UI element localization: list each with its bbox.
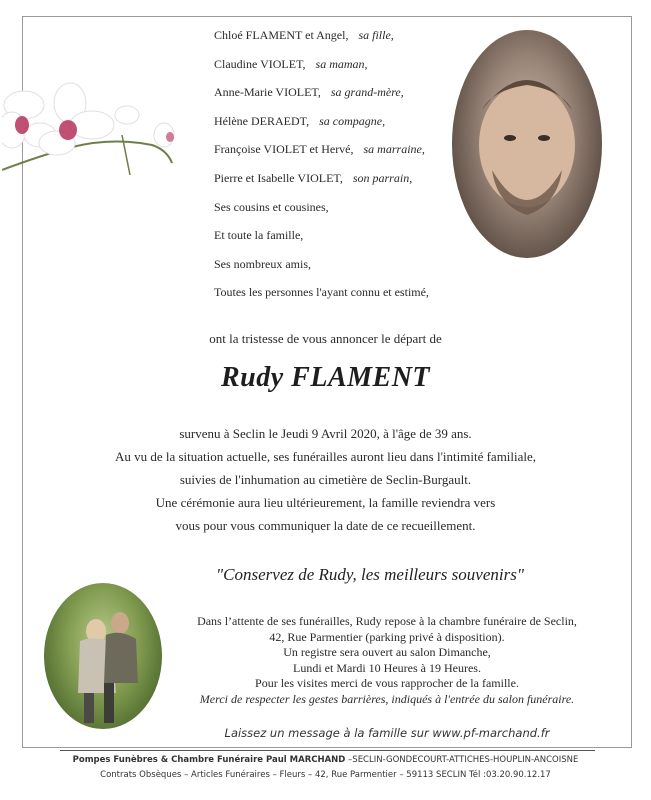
family-row [214,284,429,313]
details-line: Au vu de la situation actuelle, ses funérailles auront lieu dans l'intimité familiale, [114,449,537,464]
family-names: Claudine VIOLET, [214,56,306,71]
family-relation: sa maman, [315,56,368,71]
family-names: Ses nombreux amis, [214,256,311,271]
family-names: Ses cousins et cousines, [214,199,329,214]
family-names: Hélène DERAEDT, [214,113,310,128]
barrier-note: Merci de respecter les gestes barrières, indiqués à l'entrée du salon funéraire. [199,691,575,706]
funeral-line: 42, Rue Parmentier (parking privé à disposition). [269,629,505,644]
family-relation: sa marraine, [363,142,425,157]
family-relation: sa fille, [358,28,394,42]
family-row [214,27,429,56]
family-row [214,56,429,85]
family-row [214,170,429,199]
details-line: Une cérémonie aura lieu ultérieurement, la famille reviendra vers [155,495,496,510]
family-list [214,27,429,313]
family-names: Françoise VIOLET et Hervé, [214,142,354,157]
family-names: Chloé FLAMENT et Angel, [214,28,349,42]
announcement-text: ont la tristesse de vous annoncer le départ de [209,331,442,346]
details-line: survenu à Seclin le Jeudi 9 Avril 2020, à l'âge de 39 ans. [179,426,472,441]
funeral-line: Dans l’attente de ses funérailles, Rudy repose à la chambre funéraire de Seclin, [197,614,577,628]
funeral-line: Un registre sera ouvert au salon Dimanche, [283,645,491,659]
company-towns: –SECLIN-GONDECOURT-ATTICHES-HOUPLIN-ANCOISNE [345,755,579,765]
memorial-quote: "Conservez de Rudy, les meilleurs souvenirs" [216,565,524,584]
funeral-info [172,614,602,707]
family-relation: sa compagne, [319,113,386,128]
death-details [0,425,651,540]
family-row [214,256,429,285]
family-names: Pierre et Isabelle VIOLET, [214,170,343,185]
family-names: Et toute la famille, [214,228,304,243]
company-name: Pompes Funèbres & Chambre Funéraire Paul MARCHAND [72,755,346,765]
footer-divider [60,750,595,751]
family-row [214,227,429,256]
footer-services-line: Contrats Obsèques – Articles Funéraires – Fleurs – 42, Rue Parmentier – 59113 SECLIN Tél :03.20.90.12.17 [100,770,551,780]
deceased-portrait-photo [452,30,602,258]
family-row [214,84,429,113]
details-line: suivies de l'inhumation au cimetière de Seclin-Burgault. [179,472,472,487]
family-relation: son parrain, [352,170,413,185]
funeral-line: Pour les visites merci de vous rapprocher de la famille. [255,676,519,690]
family-row [214,113,429,142]
family-row [214,199,429,228]
details-line: vous pour vous communiquer la date de ce recueillement. [175,518,476,533]
family-relation: sa grand-mère, [330,85,404,100]
family-photo [44,583,162,729]
website-message[interactable]: Laissez un message à la famille sur www.pf-marchand.fr [224,726,550,740]
orchid-illustration [2,75,192,195]
deceased-name: Rudy FLAMENT [220,362,431,393]
family-row [214,141,429,170]
funeral-line: Lundi et Mardi 10 Heures à 19 Heures. [293,660,481,675]
family-names: Anne-Marie VIOLET, [214,85,321,100]
family-names: Toutes les personnes l'ayant connu et estimé, [214,285,429,300]
footer-company-line [0,755,651,765]
